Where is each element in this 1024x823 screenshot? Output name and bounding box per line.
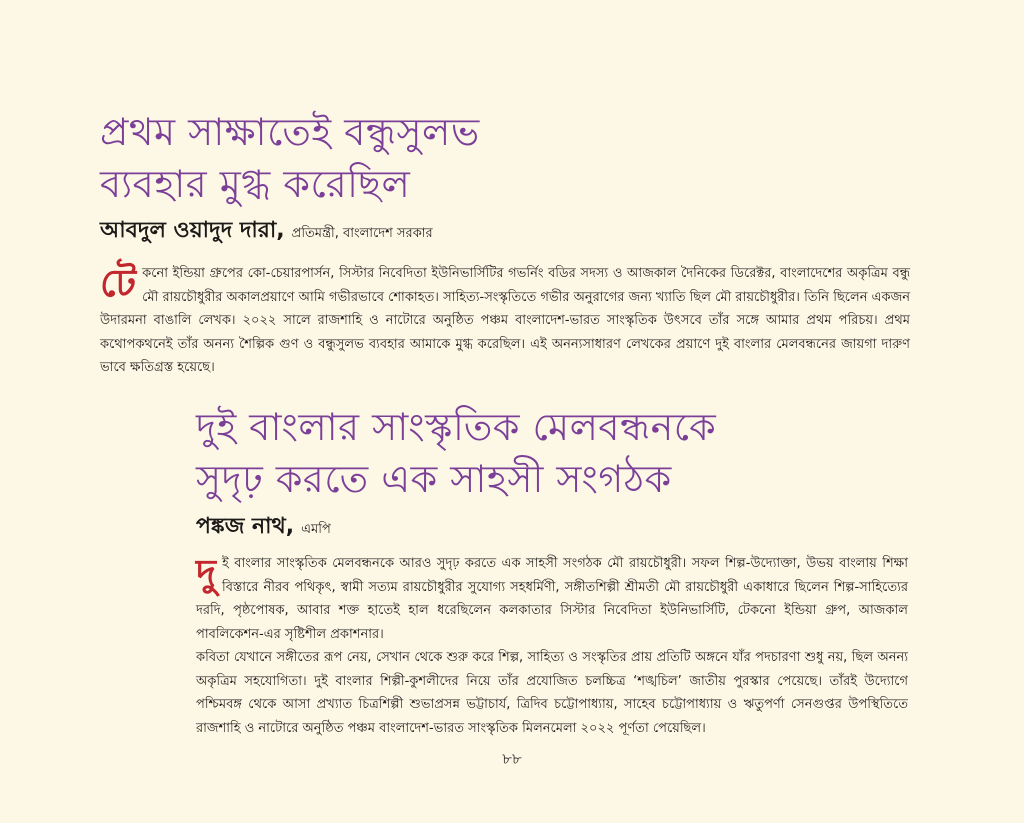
article2-title-line2: সুদৃঢ় করতে এক সাহসী সংগঠক xyxy=(196,457,672,501)
page-number: ৮৮ xyxy=(502,750,522,768)
article2-dropcap: দু xyxy=(196,551,216,595)
article1-author-role: প্রতিমন্ত্রী, বাংলাদেশ সরকার xyxy=(291,226,433,241)
article1-title-line1: প্রথম সাক্ষাতেই বন্ধুসুলভ xyxy=(100,110,480,154)
article1-dropcap: টে xyxy=(100,261,137,305)
article2-title-line1: দুই বাংলার সাংস্কৃতিক মেলবন্ধনকে xyxy=(196,405,717,449)
article2-body xyxy=(196,552,908,740)
article1-title-line2: ব্যবহার মুগ্ধ করেছিল xyxy=(100,162,411,206)
article2-title xyxy=(196,401,916,505)
article2-paragraph-2: কবিতা যেখানে সঙ্গীতের রূপ নেয়, সেখান থেকে শুরু করে শিল্প, সাহিত্য ও সংস্কৃতির প্রায় প্রতিটি অঙ্গনে যাঁর পদচারণা শুধু নয়, ছিল অনন্য অকৃত্রিম সহযোগিতা। দুই বাংলার শিল্পী-কুশলীদের নিয়ে তাঁর প্রযোজিত চলচ্চিত্র ‘শঙ্খচিল’ জাতীয় পুরস্কার পেয়েছে। তাঁরই উদ্যোগে পশ্চিমবঙ্গ থেকে আসা প্রখ্যাত চিত্রশিল্পী শুভাপ্রসন্ন ভট্টাচার্য, ত্রিদিব চট্টোপাধ্যায়, সাহেব চট্টোপাধ্যায় ও ঋতুপর্ণা সেনগুপ্তর উপস্থিতিতে রাজশাহি ও নাটোরে অনুষ্ঠিত পঞ্চম বাংলাদেশ-ভারত সাংস্কৃতিক মিলনমেলা ২০২২ পূর্ণতা পেয়েছিল। xyxy=(196,650,908,736)
article2-author: পঙ্কজ নাথ, xyxy=(196,514,295,539)
article2-author-role: এমপি xyxy=(301,522,331,537)
article1-title xyxy=(100,106,900,210)
article1-author: আবদুল ওয়াদুদ দারা, xyxy=(100,218,285,243)
article2-byline xyxy=(196,509,896,546)
article1-byline xyxy=(100,213,900,250)
article1-paragraph: কনো ইন্ডিয়া গ্রুপের কো-চেয়ারপার্সন, সিস্টার নিবেদিতা ইউনিভার্সিটির গভর্নিং বডির সদস্য ও আজকাল দৈনিকের ডিরেক্টর, বাংলাদেশের অকৃত্রিম বন্ধু মৌ রায়চৌধুরীর অকালপ্রয়াণে আমি গভীরভাবে শোকাহত। সাহিত্য-সংস্কৃতিতে গভীর অনুরাগের জন্য খ্যাতি ছিল মৌ রায়চৌধুরীর। তিনি ছিলেন একজন উদারমনা বাঙালি লেখক। ২০২২ সালে রাজশাহি ও নাটোরে অনুষ্ঠিত পঞ্চম বাংলাদেশ-ভারত সাংস্কৃতিক উৎসবে তাঁর সঙ্গে আমার প্রথম পরিচয়। প্রথম কথোপকথনেই তাঁর অনন্য শৈল্পিক গুণ ও বন্ধুসুলভ ব্যবহার আমাকে মুগ্ধ করেছিল। এই অনন্যসাধারণ লেখকের প্রয়াণে দুই বাংলার মেলবন্ধনের জায়গা দারুণ ভাবে ক্ষতিগ্রস্ত হয়েছে। xyxy=(100,266,910,375)
article2-paragraph-1: ই বাংলার সাংস্কৃতিক মেলবন্ধনকে আরও সুদৃঢ় করতে এক সাহসী সংগঠক মৌ রায়চৌধুরী। সফল শিল্প-উদ্যোক্তা, উভয় বাংলায় শিক্ষা বিস্তারে নীরব পথিকৃৎ, স্বামী সত্যম রায়চৌধুরীর সুযোগ্য সহধর্মিণী, সঙ্গীতশিল্পী শ্রীমতী মৌ রায়চৌধুরী একাধারে ছিলেন শিল্প-সাহিত্যের দরদি, পৃষ্ঠপোষক, আবার শক্ত হাতেই হাল ধরেছিলেন কলকাতার সিস্টার নিবেদিতা ইউনিভার্সিটি, টেকনো ইন্ডিয়া গ্রুপ, আজকাল পাবলিকেশন-এর সৃষ্টিশীল প্রকাশনার। xyxy=(196,556,908,642)
article1-body xyxy=(100,262,910,380)
